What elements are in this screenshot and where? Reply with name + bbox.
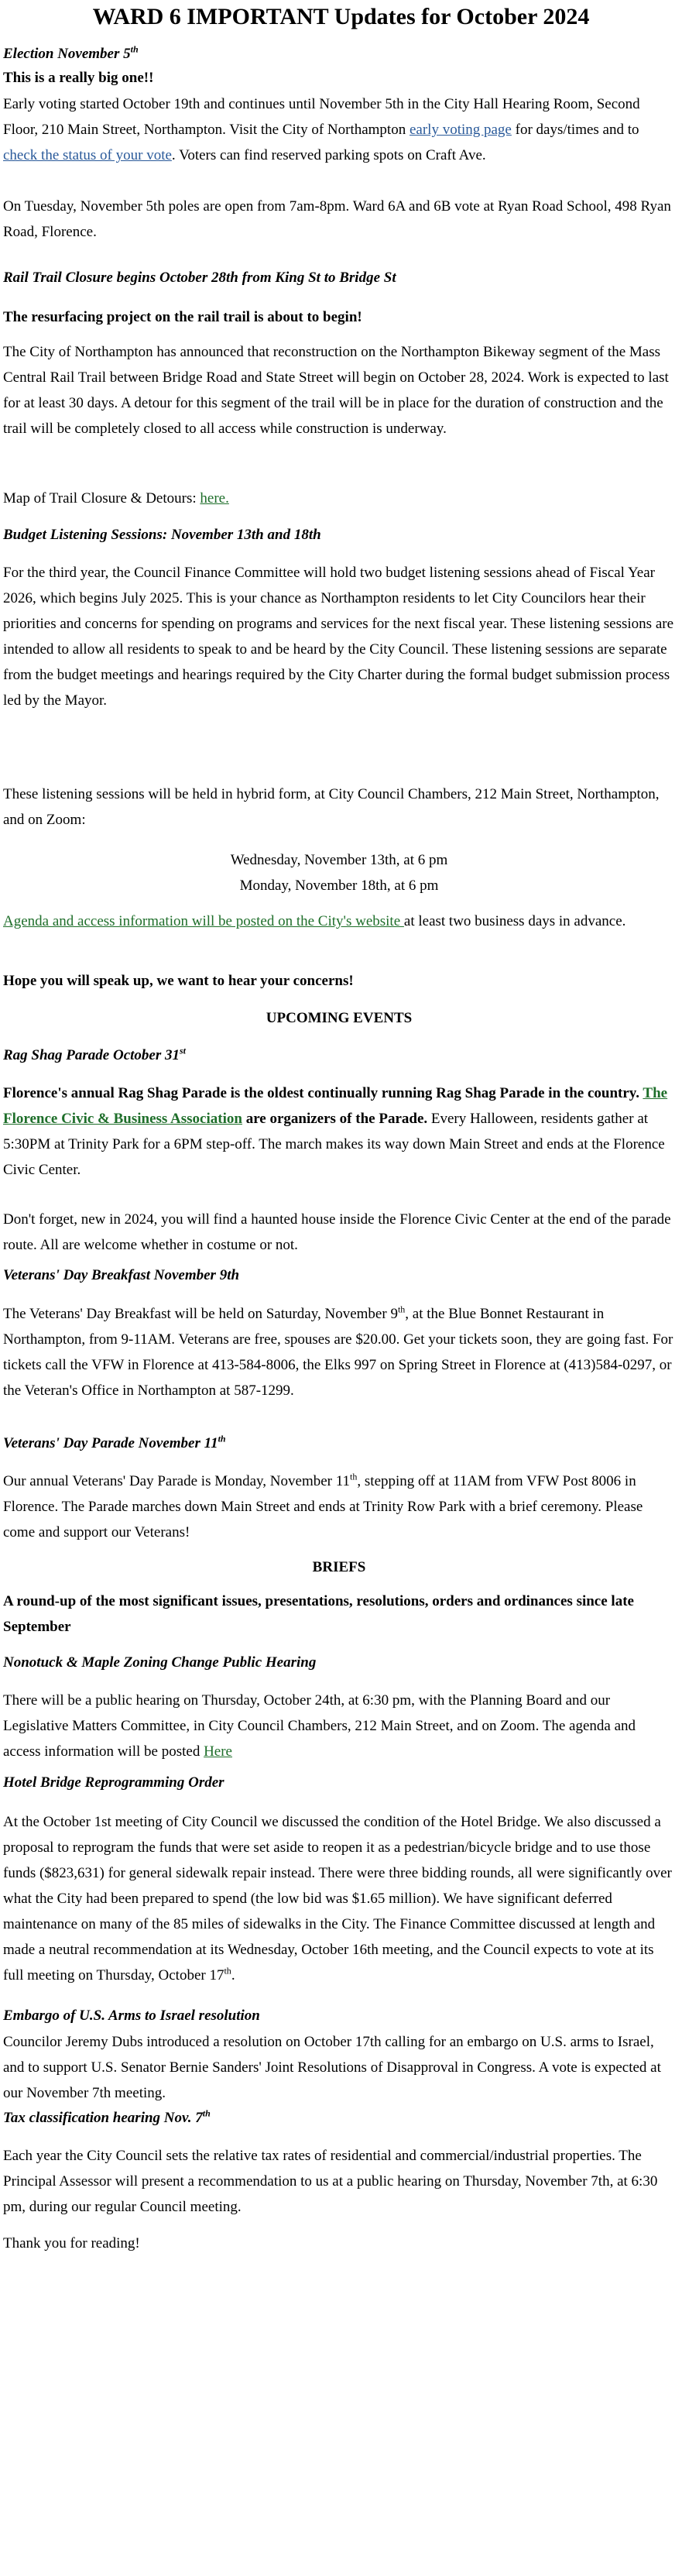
election-heading: Election November 5th xyxy=(3,43,139,62)
ragshag-paragraph: Florence's annual Rag Shag Parade is the oldest continually running Rag Shag Parade in the country. The Florence Civic & Business Association are organizers of the Parade. Every Halloween, residents gather at 5:30PM at Trinity Park for a 6PM step-off. The march makes its way down Main Street and ends at the Florence Civic Center. xyxy=(3,1085,668,1178)
parade-paragraph: Our annual Veterans' Day Parade is Monday, November 11th, stepping off at 11AM from VFW Post 8006 in Florence. The Parade marches down Main Street and ends at Trinity Row Park with a brief ceremony. Please come and support our Veterans! xyxy=(3,1471,643,1540)
ragshag-heading: Rag Shag Parade October 31st xyxy=(3,1045,187,1063)
early-voting-link[interactable]: early voting page xyxy=(409,122,512,138)
election-polls-paragraph: On Tuesday, November 5th poles are open from 7am-8pm. Ward 6A and 6B vote at Ryan Road School, 498 Ryan Road, Florence. xyxy=(3,198,671,240)
briefs-heading: BRIEFS xyxy=(312,1559,366,1575)
election-paragraph: Early voting started October 19th and continues until November 5th in the City Hall Hearing Room, Second Floor, 210 Main Street, Northampton. Visit the City of Northampton early voting page for days/times and to check the status of your vote. Voters can find reserved parking spots on Craft Ave. xyxy=(3,96,640,163)
city-website-link[interactable]: Agenda and access information will be posted on the City's website xyxy=(3,913,404,929)
upcoming-events-heading: UPCOMING EVENTS xyxy=(266,1010,413,1026)
parade-heading: Veterans' Day Parade November 11th xyxy=(3,1433,226,1451)
budget-heading: Budget Listening Sessions: November 13th and 18th xyxy=(3,527,321,543)
rail-heading: Rail Trail Closure begins October 28th from King St to Bridge St xyxy=(3,270,396,286)
budget-paragraph: For the third year, the Council Finance Committee will hold two budget listening sessions ahead of Fiscal Year 2026, which begins July 2025. This is your chance as Northampton residents to let City Councilors hear their priorities and concerns for spending on programs and services for the next fiscal year. These listening sessions are intended to allow all residents to speak to and be heard by the City Council. These listening sessions are separate from the budget meetings and hearings required by the City Charter during the formal budget submission process led by the Mayor. xyxy=(3,565,674,709)
breakfast-heading: Veterans' Day Breakfast November 9th xyxy=(3,1267,240,1283)
tax-heading: Tax classification hearing Nov. 7th xyxy=(3,2107,211,2126)
thank-you: Thank you for reading! xyxy=(3,2235,140,2251)
embargo-heading: Embargo of U.S. Arms to Israel resolution xyxy=(3,2008,260,2024)
nonotuck-heading: Nonotuck & Maple Zoning Change Public Hearing xyxy=(3,1654,317,1671)
budget-date-1: Wednesday, November 13th, at 6 pm xyxy=(230,852,448,868)
budget-date-2: Monday, November 18th, at 6 pm xyxy=(239,878,439,894)
hotel-heading: Hotel Bridge Reprogramming Order xyxy=(3,1774,224,1791)
ragshag-haunted-paragraph: Don't forget, new in 2024, you will find a haunted house inside the Florence Civic Center at the end of the parade route. All are welcome whether in costume or not. xyxy=(3,1211,671,1253)
nonotuck-paragraph: There will be a public hearing on Thursday, October 24th, at 6:30 pm, with the Planning Board and our Legislative Matters Committee, in City Council Chambers, 212 Main Street, and on Zoom. The agenda and access information will be posted Here xyxy=(3,1692,636,1760)
document-title: WARD 6 IMPORTANT Updates for October 2024 xyxy=(92,4,590,29)
election-subheading: This is a really big one!! xyxy=(3,70,154,86)
rail-map-line: Map of Trail Closure & Detours: here. xyxy=(3,490,229,507)
embargo-paragraph: Councilor Jeremy Dubs introduced a resolution on October 17th calling for an embargo on U.S. arms to Israel, and to support U.S. Senator Bernie Sanders' Joint Resolutions of Disapproval in Congress. A vote is expected at our November 7th meeting. xyxy=(3,2034,661,2101)
hotel-paragraph: At the October 1st meeting of City Council we discussed the condition of the Hotel Bridge. We also discussed a proposal to reprogram the funds that were set aside to reopen it as a pedestrian/bicycle bridge and to use those funds ($823,631) for general sidewalk repair instead. There were three bidding rounds, all were significantly over what the City had been prepared to spend (the low bid was $1.65 million). We have significant deferred maintenance on many of the 85 miles of sidewalks in the City. The Finance Committee discussed at length and made a neutral recommendation at its Wednesday, October 16th meeting, and the Council expects to vote at its full meeting on Thursday, October 17th. xyxy=(3,1814,672,1984)
budget-hybrid-paragraph: These listening sessions will be held in hybrid form, at City Council Chambers, 212 Main Street, Northampton, and on Zoom: xyxy=(3,786,660,828)
briefs-intro: A round-up of the most significant issues, presentations, resolutions, orders and ordinances since late September xyxy=(3,1593,634,1635)
vote-status-link[interactable]: check the status of your vote xyxy=(3,147,172,163)
breakfast-paragraph: The Veterans' Day Breakfast will be held on Saturday, November 9th, at the Blue Bonnet Restaurant in Northampton, from 9-11AM. Veterans are free, spouses are $20.00. Get your tickets soon, they are going fast. For tickets call the VFW in Florence at 413-584-8006, the Elks 997 on Spring Street in Florence at (413)584-0297, or the Veteran's Office in Northampton at 587-1299. xyxy=(3,1303,673,1399)
rail-paragraph: The City of Northampton has announced that reconstruction on the Northampton Bikeway segment of the Mass Central Rail Trail between Bridge Road and State Street will begin on October 28, 2024. Work is expected to last for at least 30 days. A detour for this segment of the trail will be in place for the duration of construction and the trail will be completely closed to all access while construction is underway. xyxy=(3,344,669,437)
trail-map-link[interactable]: here. xyxy=(200,490,229,507)
budget-closing: Hope you will speak up, we want to hear your concerns! xyxy=(3,973,354,989)
florence-civic-link[interactable]: The Florence Civic & Business Association xyxy=(3,1085,668,1127)
rail-subheading: The resurfacing project on the rail trail is about to begin! xyxy=(3,309,362,325)
tax-paragraph: Each year the City Council sets the relative tax rates of residential and commercial/industrial properties. The Principal Assessor will present a recommendation to us at a public hearing on Thursday, November 7th, at 6:30 pm, during our regular Council meeting. xyxy=(3,2148,658,2215)
budget-agenda-paragraph: Agenda and access information will be posted on the City's website at least two business days in advance. xyxy=(3,913,626,929)
nonotuck-here-link[interactable]: Here xyxy=(204,1743,232,1760)
